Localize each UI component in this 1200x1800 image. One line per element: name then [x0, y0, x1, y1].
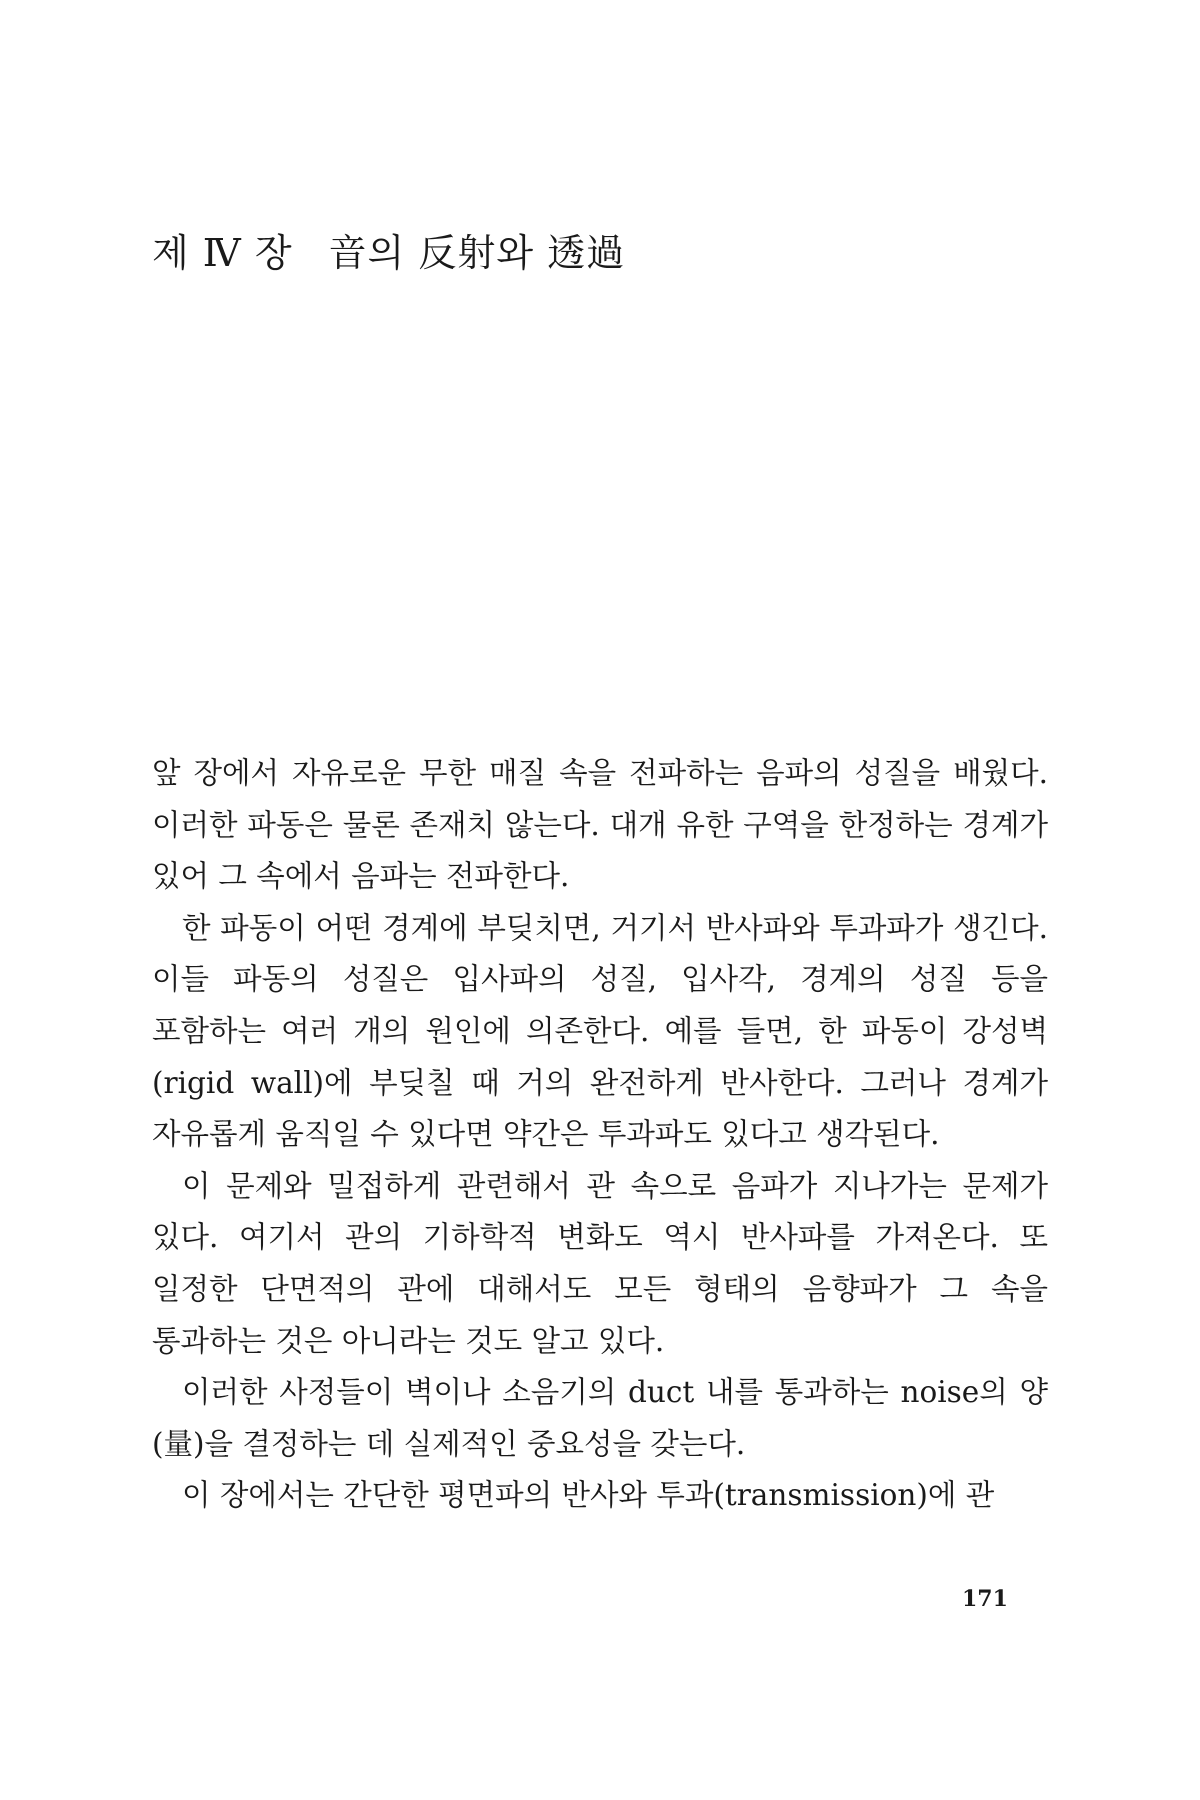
paragraph: 이 문제와 밀접하게 관련해서 관 속으로 음파가 지나가는 문제가 있다. 여기서 관의 기하학적 변화도 역시 반사파를 가져온다. 또 일정한 단면적의 관에 대해서도 모든 형태의 음향파가 그 속을 통과하는 것은 아니라는 것도 알고 있다.	[152, 1168, 1048, 1358]
paragraph: 이러한 사정들이 벽이나 소음기의 duct 내를 통과하는 noise의 양(量)을 결정하는 데 실제적인 중요성을 갖는다.	[152, 1375, 1048, 1461]
paragraph: 한 파동이 어떤 경계에 부딪치면, 거기서 반사파와 투과파가 생긴다. 이들 파동의 성질은 입사파의 성질, 입사각, 경계의 성질 등을 포함하는 여러 개의 원인에 의존한다. 예를 들면, 한 파동이 강성벽(rigid wall)에 부딪칠 때 거의 완전하게 반사한다. 그러나 경계가 자유롭게 움직일 수 있다면 약간은 투과파도 있다고 생각된다.	[152, 910, 1048, 1152]
chapter-number: 제 Ⅳ 장	[152, 231, 293, 275]
chapter-heading	[152, 222, 625, 277]
page-number: 171	[962, 1586, 1008, 1612]
chapter-title: 音의 反射와 透過	[328, 231, 626, 275]
paragraph: 이 장에서는 간단한 평면파의 반사와 투과(transmission)에 관	[182, 1478, 995, 1513]
paragraph: 앞 장에서 자유로운 무한 매질 속을 전파하는 음파의 성질을 배웠다. 이러한 파동은 물론 존재치 않는다. 대개 유한 구역을 한정하는 경계가 있어 그 속에서 음파는 전파한다.	[152, 756, 1048, 894]
body-text	[152, 748, 1048, 1522]
